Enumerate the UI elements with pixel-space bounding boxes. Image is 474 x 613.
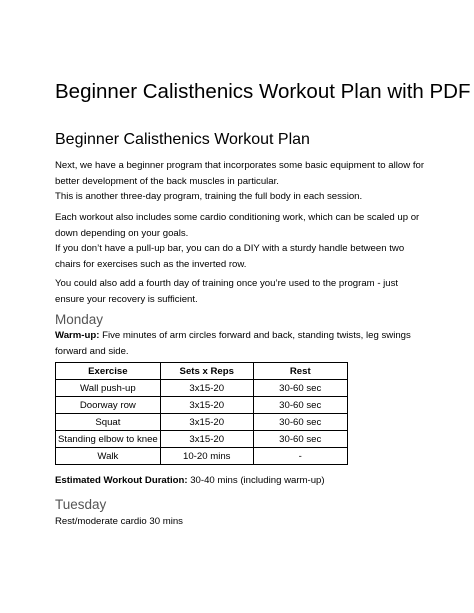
cell-sets-reps: 3x15-20 [160,414,253,431]
paragraph-pull-up-bar: If you don’t have a pull-up bar, you can do a DIY with a sturdy handle between two chairs for exercises such as the inverted row. [55,243,405,270]
table-row [56,431,348,448]
cell-exercise: Wall push-up [56,380,161,397]
table-row [56,414,348,431]
cell-exercise: Doorway row [56,397,161,414]
table-row [56,397,348,414]
cell-exercise: Walk [56,448,161,465]
cell-sets-reps: 3x15-20 [160,431,253,448]
cell-rest: 30-60 sec [253,431,347,448]
header-exercise: Exercise [56,363,161,380]
document-title: Beginner Calisthenics Workout Plan with PDF [55,80,471,103]
header-sets-reps: Sets x Reps [160,363,253,380]
cell-rest: 30-60 sec [253,414,347,431]
cell-sets-reps: 3x15-20 [160,397,253,414]
duration-text: 30-40 mins (including warm-up) [187,475,325,486]
cell-exercise: Squat [56,414,161,431]
tuesday-heading: Tuesday [55,497,107,512]
table-row [56,448,348,465]
tuesday-text: Rest/moderate cardio 30 mins [55,516,183,527]
paragraph-intro: Next, we have a beginner program that incorporates some basic equipment to allow for better development of the back muscles in particular. [55,160,425,187]
cell-sets-reps: 3x15-20 [160,380,253,397]
paragraph-cardio: Each workout also includes some cardio conditioning work, which can be scaled up or down depending on your goals. [55,212,420,239]
warmup-label: Warm-up: [55,330,100,341]
monday-workout-table [55,362,348,465]
cell-rest: - [253,448,347,465]
table-header-row [56,363,348,380]
table-row [56,380,348,397]
warmup-text: Five minutes of arm circles forward and back, standing twists, leg swings forward and side. [55,330,411,357]
paragraph-three-day: This is another three-day program, training the full body in each session. [55,191,363,202]
monday-warmup [55,328,425,359]
section-title: Beginner Calisthenics Workout Plan [55,131,310,148]
cell-rest: 30-60 sec [253,397,347,414]
cell-exercise: Standing elbow to knee [56,431,161,448]
duration-label: Estimated Workout Duration: [55,475,188,486]
cell-rest: 30-60 sec [253,380,347,397]
header-rest: Rest [253,363,347,380]
paragraph-fourth-day: You could also add a fourth day of training once you’re used to the program - just ensure your recovery is sufficient. [55,278,399,305]
cell-sets-reps: 10-20 mins [160,448,253,465]
monday-duration [55,473,425,489]
monday-heading: Monday [55,312,104,327]
